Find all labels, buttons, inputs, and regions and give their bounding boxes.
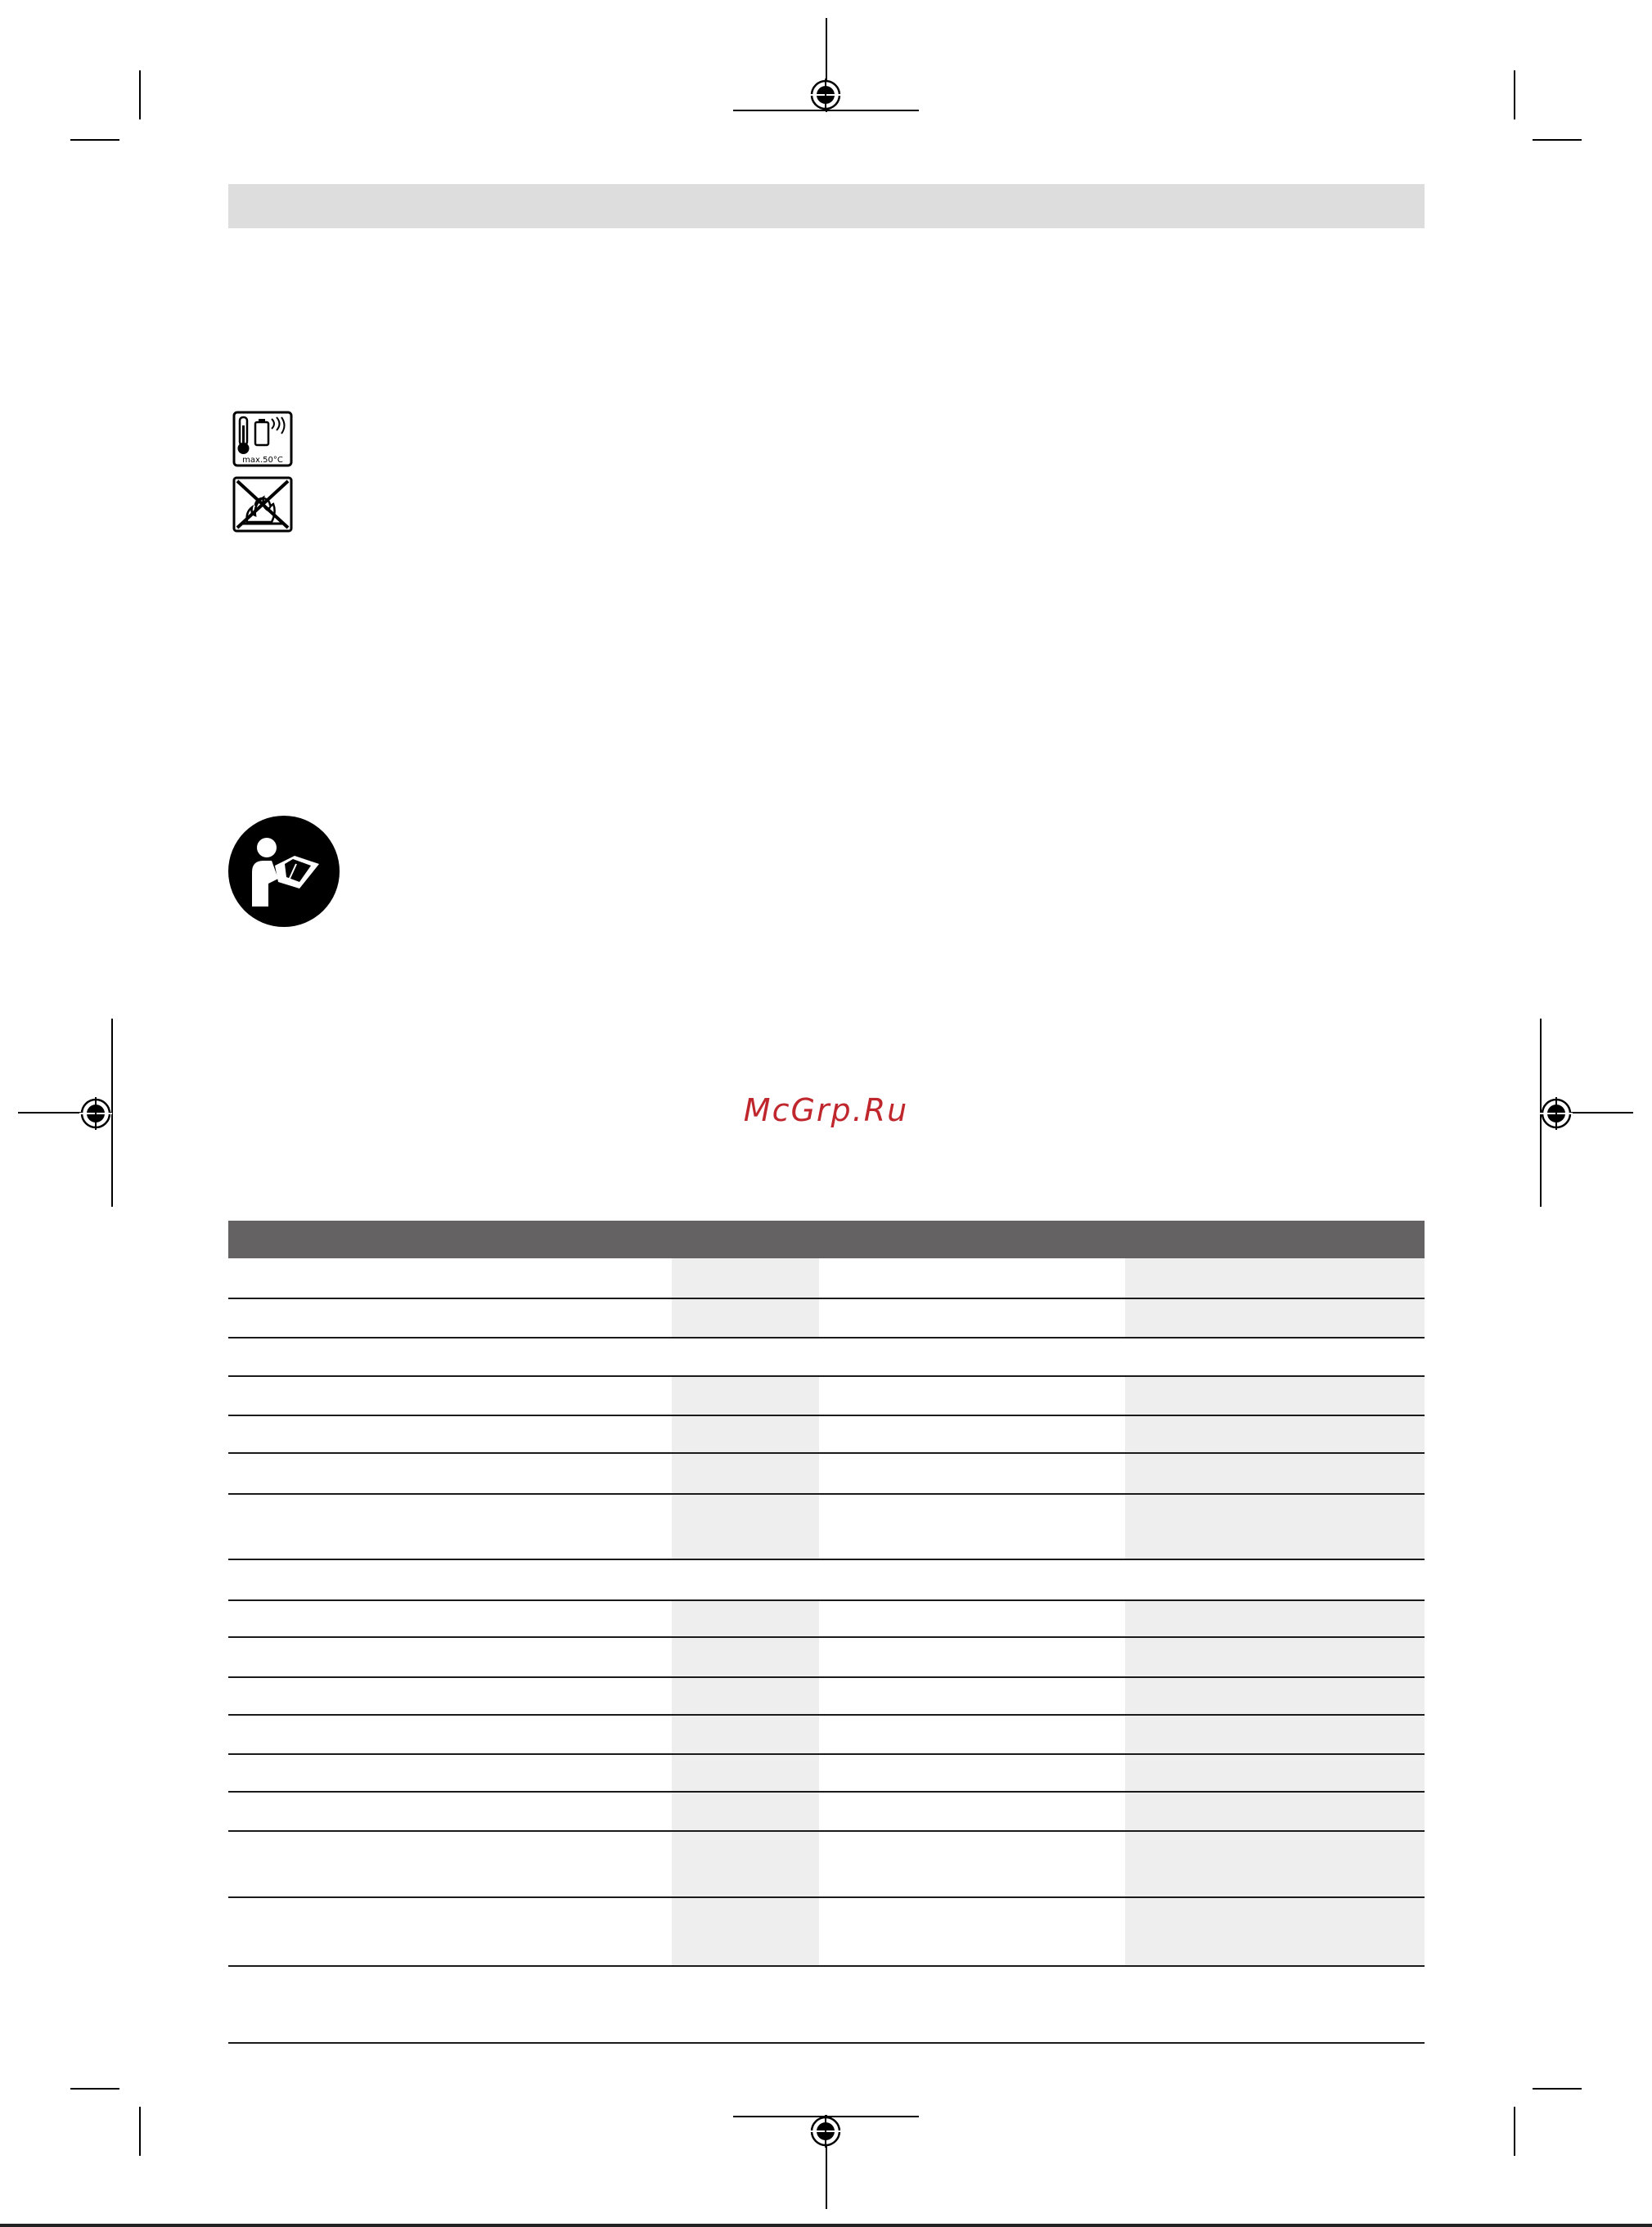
table-bottom-rule xyxy=(228,2042,1425,2044)
no-fire-icon xyxy=(232,476,293,533)
table-column-shade xyxy=(672,1599,819,1966)
read-instructions-icon xyxy=(227,815,340,928)
table-row xyxy=(228,1636,1425,1638)
table-column-shade xyxy=(1125,1375,1425,1560)
crop-mark xyxy=(1533,139,1582,141)
table-row xyxy=(228,1599,1425,1601)
table-column-shade xyxy=(1125,1599,1425,1966)
table-row xyxy=(228,1676,1425,1678)
table-row xyxy=(228,1830,1425,1832)
crop-mark xyxy=(1533,2088,1582,2090)
crop-mark xyxy=(1514,2107,1515,2156)
table-row xyxy=(228,1559,1425,1560)
table-column-shade xyxy=(672,1375,819,1560)
table-row xyxy=(228,1965,1425,1967)
page-bottom-edge xyxy=(0,2224,1652,2227)
crop-mark xyxy=(70,139,119,141)
table-row xyxy=(228,1415,1425,1416)
registration-mark-icon xyxy=(809,2115,842,2148)
table-row xyxy=(228,1493,1425,1495)
table-row xyxy=(228,1337,1425,1338)
storage-temperature-icon xyxy=(232,411,293,467)
storage-temperature-label: max.50°C xyxy=(242,456,283,465)
section-header-bar xyxy=(228,184,1425,228)
table-row xyxy=(228,1298,1425,1299)
table-row xyxy=(228,1896,1425,1898)
crop-mark xyxy=(139,2107,141,2156)
table-row xyxy=(228,1452,1425,1454)
table-row xyxy=(228,1375,1425,1377)
crop-mark xyxy=(1514,70,1515,119)
registration-mark-icon xyxy=(809,79,842,111)
table-row xyxy=(228,1753,1425,1755)
crop-mark xyxy=(139,70,141,119)
watermark: McGrp.Ru xyxy=(743,1092,909,1128)
table-row xyxy=(228,1791,1425,1793)
table-row xyxy=(228,1714,1425,1716)
table-header-row xyxy=(228,1221,1425,1258)
crop-mark xyxy=(70,2088,119,2090)
